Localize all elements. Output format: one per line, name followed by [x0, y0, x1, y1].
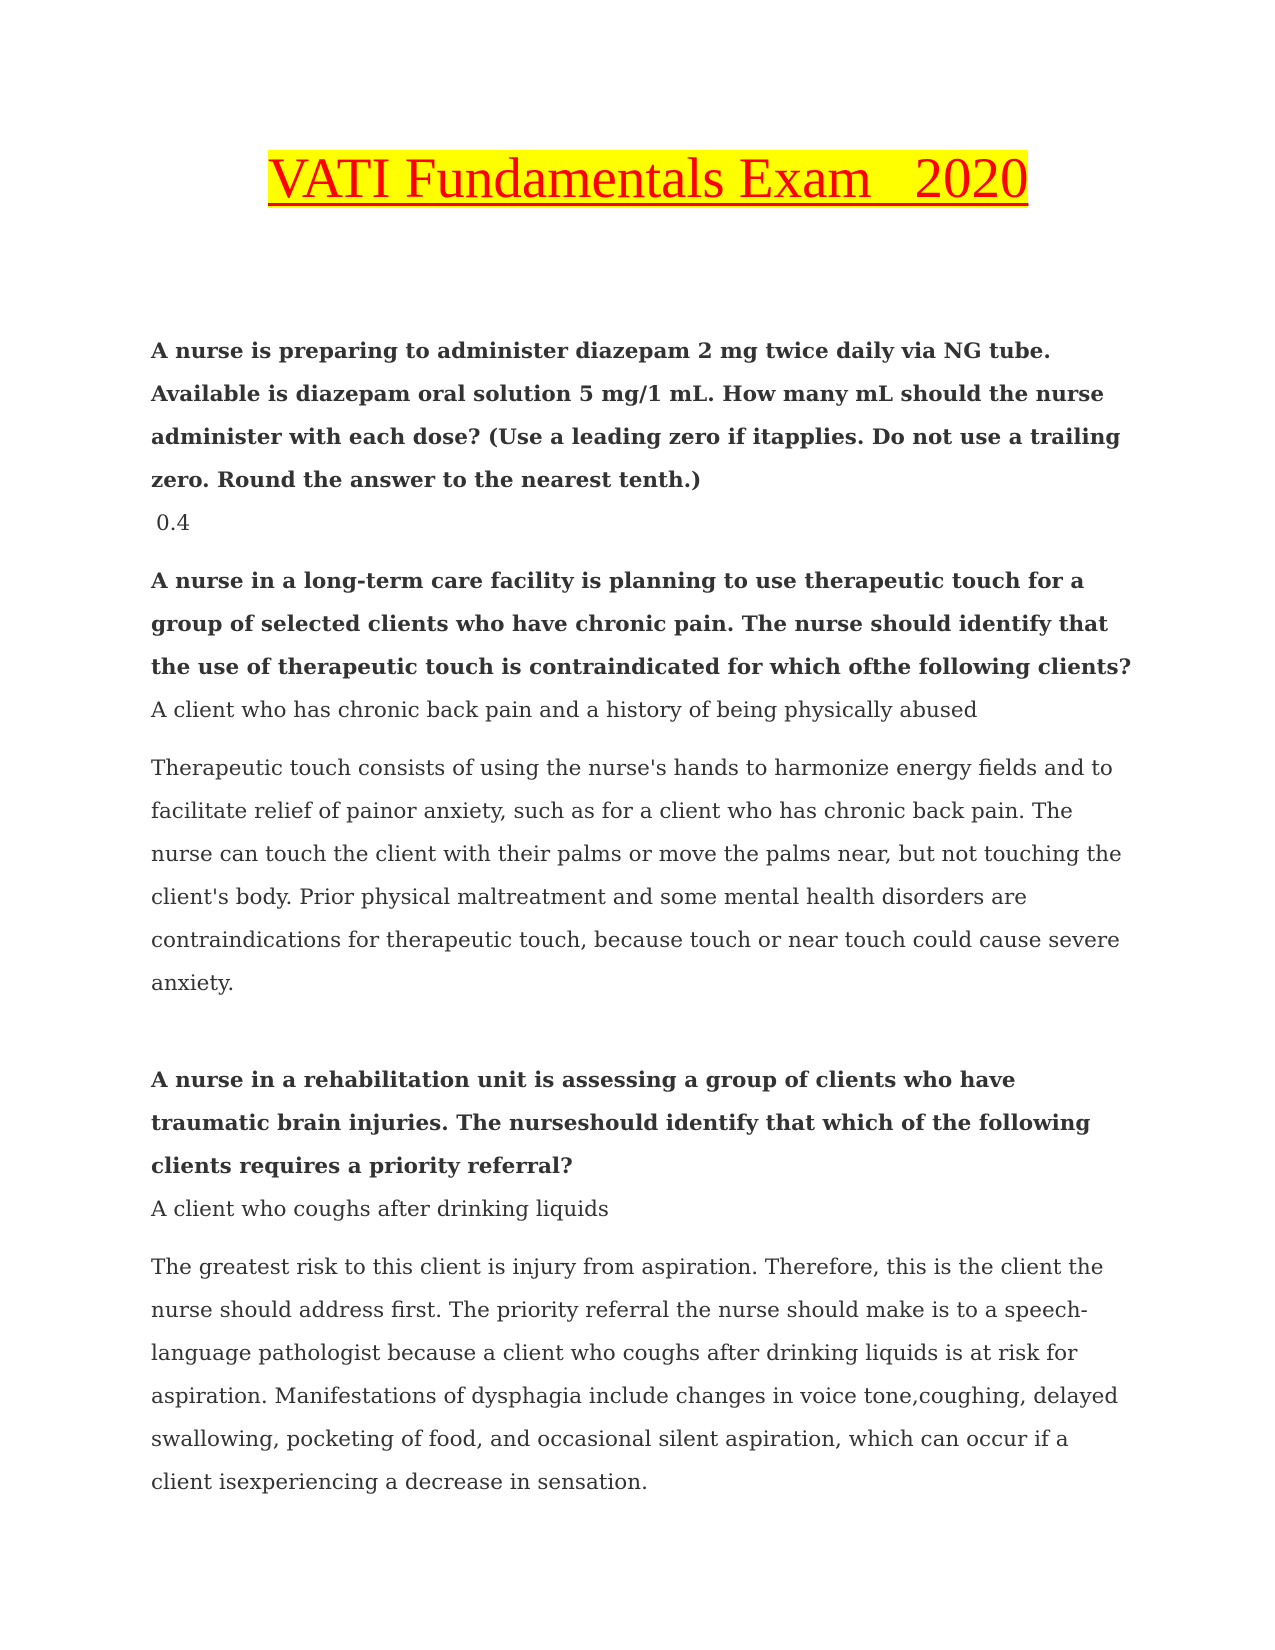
answer-text: A client who has chronic back pain and a history of being physically abused [151, 698, 978, 723]
answer-text: A client who coughs after drinking liquids [151, 1197, 609, 1222]
document-body [151, 330, 1136, 1504]
question-block-2 [151, 560, 1136, 1005]
explanation-text: The greatest risk to this client is injury from aspiration. Therefore, this is the client the nurse should address first. The priority referral the nurse should make is to a speech-language pathologist because a client who coughs after drinking liquids is at risk for aspiration. Manifestations of dysphagia include changes in voice tone,coughing, delayed swallowing, pocketing of food, and occasional silent aspiration, which can occur if a client isexperiencing a decrease in sensation. [151, 1255, 1119, 1495]
question-text: A nurse is preparing to administer diazepam 2 mg twice daily via NG tube. Available is diazepam oral solution 5 mg/1 mL. How many mL should the nurse administer with each dose? (Use a leading zero if itapplies. Do not use a trailing zero. Round the answer to the nearest tenth.) [151, 339, 1121, 493]
document-title: VATI Fundamentals Exam 2020 [268, 147, 1029, 210]
question-block-3 [151, 1059, 1136, 1504]
question-text: A nurse in a long-term care facility is planning to use therapeutic touch for a group of selected clients who have chronic pain. The nurse should identify that the use of therapeutic touch is contraindicated for which ofthe following clients? [151, 569, 1132, 680]
answer-text: 0.4 [156, 511, 191, 536]
question-text: A nurse in a rehabilitation unit is assessing a group of clients who have traumatic brain injuries. The nurseshould identify that which of the following clients requires a priority referral? [151, 1068, 1091, 1179]
question-block-1 [151, 330, 1136, 545]
explanation-text: Therapeutic touch consists of using the nurse's hands to harmonize energy fields and to facilitate relief of painor anxiety, such as for a client who has chronic back pain. The nurse can touch the client with their palms or move the palms near, but not touching the client's body. Prior physical maltreatment and some mental health disorders are contraindications for therapeutic touch, because touch or near touch could cause severe anxiety. [151, 756, 1122, 996]
